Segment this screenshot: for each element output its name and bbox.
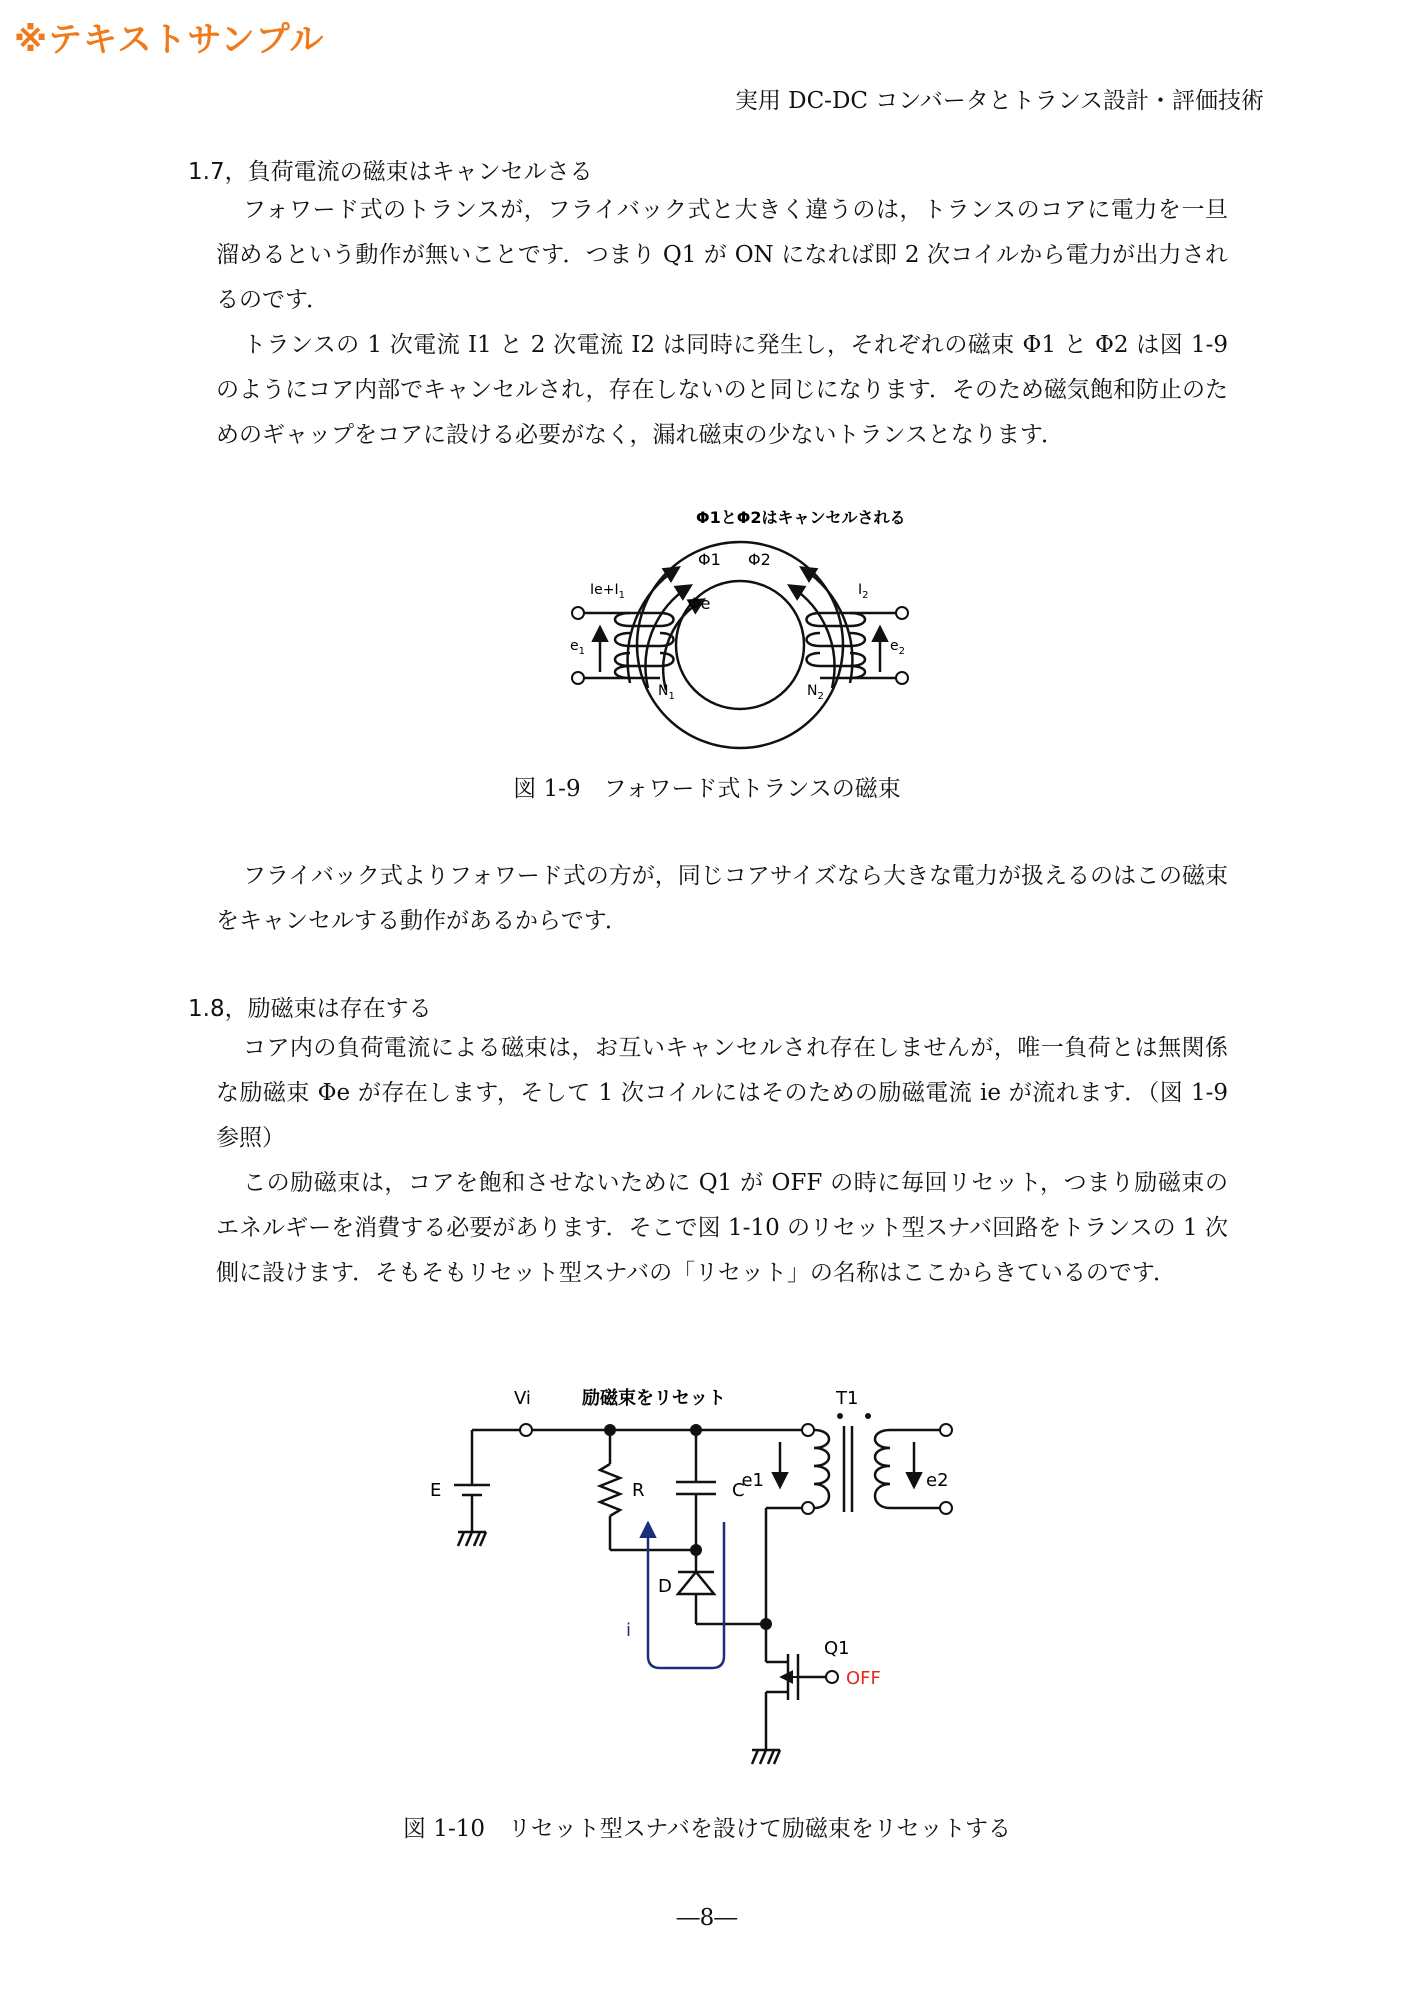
running-header: 実用 DC-DC コンバータとトランス設計・評価技術 <box>734 88 1264 114</box>
paragraph: トランスの 1 次電流 I1 と 2 次電流 I2 は同時に発生し，それぞれの磁束 Φ1 と Φ2 は図 1-9 のようにコア内部でキャンセルされ，存在しないのと同じになります．そのため磁気飽和防止のためのギャップをコアに設ける必要がなく，漏れ磁束の少ないトランスとなります． <box>216 332 1228 448</box>
section-heading-1-8: 1.8，励磁束は存在する <box>188 996 432 1022</box>
label-t1: T1 <box>836 1388 859 1409</box>
label-r: R <box>632 1480 645 1501</box>
paragraph: フライバック式よりフォワード式の方が，同じコアサイズなら大きな電力が扱えるのはこの磁束をキャンセルする動作があるからです． <box>216 863 1228 934</box>
polarity-dot <box>837 1413 843 1419</box>
label-q1: Q1 <box>824 1638 850 1659</box>
figure-1-9-caption: 図 1-9 フォワード式トランスの磁束 <box>513 776 901 802</box>
label-reset-flux: 励磁束をリセット <box>582 1388 726 1409</box>
label-e2: $e_2$ <box>890 638 905 657</box>
polarity-dot <box>865 1413 871 1419</box>
junction-dot <box>760 1618 772 1630</box>
label-i: i <box>626 1620 632 1641</box>
label-i2: $I_2$ <box>858 582 869 601</box>
junction-dot <box>690 1544 702 1556</box>
vi-terminal <box>520 1424 532 1436</box>
figure-title: Φ1とΦ2はキャンセルされる <box>696 508 906 527</box>
terminal <box>572 607 584 619</box>
terminal <box>940 1424 952 1436</box>
circuit-wires <box>454 1426 940 1764</box>
figure-1-10-reset-snubber-circuit <box>420 1382 1020 1802</box>
label-phi2: Φ2 <box>748 550 771 569</box>
label-phie: Φe <box>688 594 711 613</box>
label-d: D <box>658 1576 672 1597</box>
label-e-source: E <box>430 1480 442 1501</box>
label-e1: e1 <box>741 1470 764 1491</box>
terminal <box>802 1502 814 1514</box>
page-number: ―8― <box>676 1905 738 1931</box>
terminal <box>896 607 908 619</box>
label-n2: $N_2$ <box>807 683 824 702</box>
terminal <box>896 672 908 684</box>
paragraph: フォワード式のトランスが，フライバック式と大きく違うのは，トランスのコアに電力を一旦溜めるという動作が無いことです．つまり Q1 が ON になれば即 2 次コイルから電力が出力されるのです． <box>216 197 1228 313</box>
label-n1: $N_1$ <box>658 683 675 702</box>
figure-1-9-toroid-diagram <box>560 498 920 758</box>
label-off: OFF <box>846 1668 881 1689</box>
paragraph: コア内の負荷電流による磁束は，お互いキャンセルされ存在しませんが，唯一負荷とは無関係な励磁束 Φe が存在します，そして 1 次コイルにはそのための励磁電流 ie が流れます．（図 1-9 参照） <box>216 1035 1228 1151</box>
gate-terminal <box>826 1671 838 1683</box>
terminal <box>802 1424 814 1436</box>
label-ie-i1: $Ie+I_1$ <box>590 582 625 601</box>
label-vi: Vi <box>514 1388 531 1409</box>
label-e2: e2 <box>926 1470 949 1491</box>
junction-dot <box>690 1424 702 1436</box>
junction-dot <box>604 1424 616 1436</box>
section-heading-1-7: 1.7，負荷電流の磁束はキャンセルさる <box>188 159 593 185</box>
figure-1-10-caption: 図 1-10 リセット型スナバを設けて励磁束をリセットする <box>403 1816 1011 1842</box>
paragraph: この励磁束は，コアを飽和させないために Q1 が OFF の時に毎回リセット，つまり励磁束のエネルギーを消費する必要があります．そこで図 1-10 のリセット型スナバ回路をトランスの 1 次側に設けます．そもそもリセット型スナバの「リセット」の名称はここからきているのです． <box>216 1170 1228 1286</box>
sample-watermark: ※テキストサンプル <box>14 20 325 60</box>
terminal <box>940 1502 952 1514</box>
label-c: C <box>732 1480 745 1501</box>
label-e1: $e_1$ <box>570 638 585 657</box>
label-phi1: Φ1 <box>698 550 721 569</box>
terminal <box>572 672 584 684</box>
